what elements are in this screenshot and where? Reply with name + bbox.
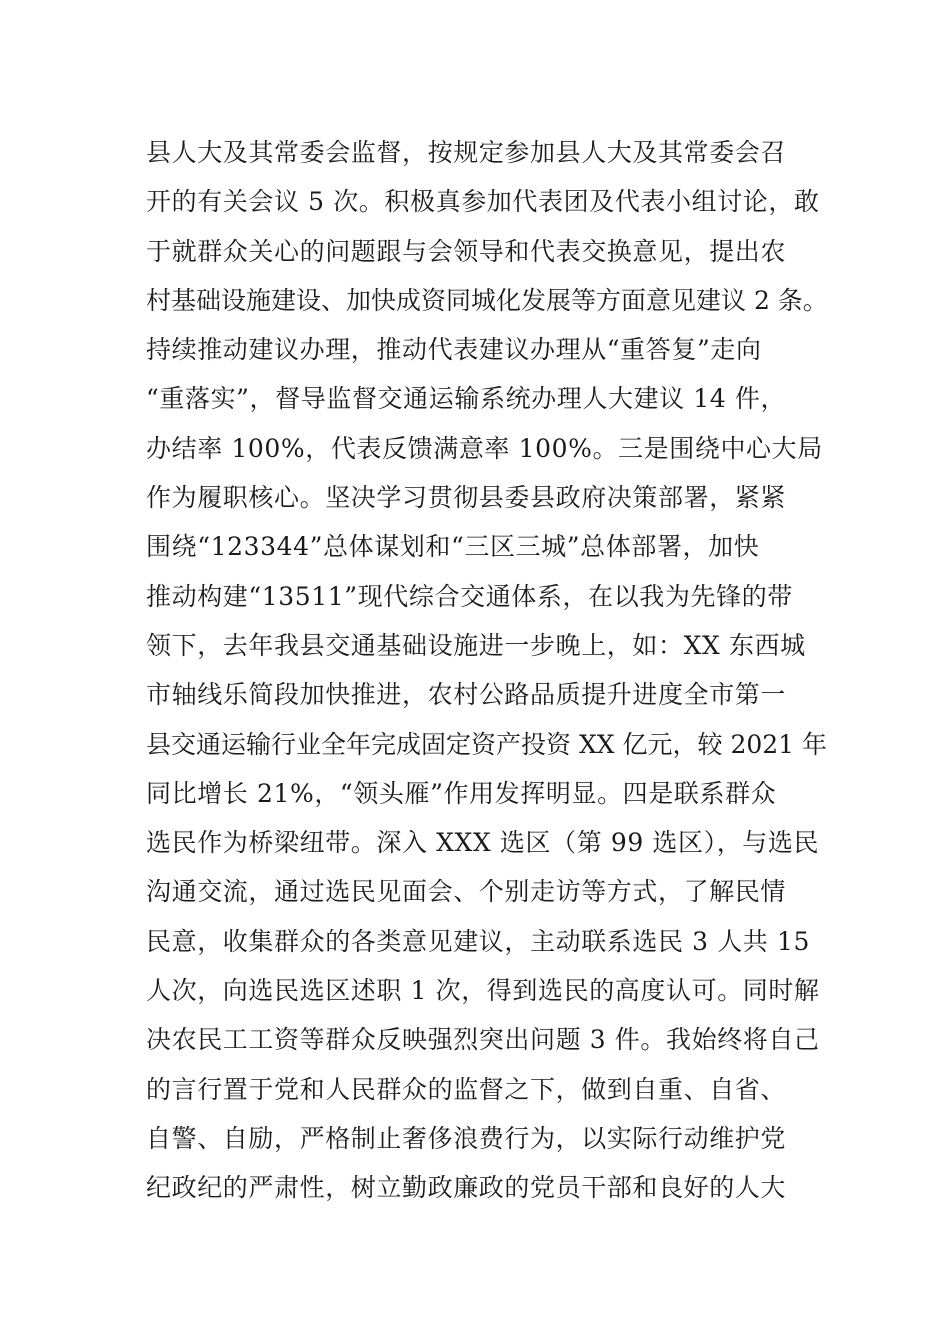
text-line: 村基础设施建设、加快成资同城化发展等方面意见建议 2 条。	[146, 285, 828, 315]
text-line: 沟通交流，通过选民见面会、个别走访等方式，了解民情	[146, 877, 787, 907]
text-line: 县人大及其常委会监督，按规定参加县人大及其常委会召	[146, 138, 787, 167]
text-line: 领下，去年我县交通基础设施进一步晚上，如：XX 东西城	[146, 630, 806, 660]
text-line: 县交通运输行业全年完成固定资产投资 XX 亿元，较 2021 年	[146, 729, 828, 759]
text-line: 选民作为桥梁纽带。深入 XXX 选区（第 99 选区），与选民	[146, 828, 820, 858]
text-line: 办结率 100%，代表反馈满意率 100%。三是围绕中心大局	[146, 433, 823, 463]
text-line: 推动构建“13511”现代综合交通体系，在以我为先锋的带	[146, 581, 793, 611]
text-line: 市轴线乐简段加快推进，农村公路品质提升进度全市第一	[146, 680, 787, 710]
text-line: “重落实”，督导监督交通运输系统办理人大建议 14 件，	[146, 384, 787, 414]
text-line: 纪政纪的严肃性，树立勤政廉政的党员干部和良好的人大	[146, 1173, 787, 1203]
text-line: 开的有关会议 5 次。积极真参加代表团及代表小组讨论，敢	[146, 187, 820, 217]
body-paragraph	[146, 128, 826, 1213]
text-line: 围绕“123344”总体谋划和“三区三城”总体部署，加快	[146, 532, 760, 562]
text-line: 持续推动建议办理，推动代表建议办理从“重答复”走向	[146, 335, 762, 365]
text-line: 于就群众关心的问题跟与会领导和代表交换意见，提出农	[146, 236, 787, 266]
text-line: 人次，向选民选区述职 1 次，得到选民的高度认可。同时解	[146, 976, 820, 1006]
text-line: 自警、自励，严格制止奢侈浪费行为，以实际行动维护党	[146, 1123, 787, 1153]
text-line: 民意，收集群众的各类意见建议，主动联系选民 3 人共 15	[146, 926, 810, 956]
text-line: 的言行置于党和人民群众的监督之下，做到自重、自省、	[146, 1074, 787, 1104]
text-line: 决农民工工资等群众反映强烈突出问题 3 件。我始终将自己	[146, 1025, 820, 1055]
text-line: 作为履职核心。坚决学习贯彻县委县政府决策部署，紧紧	[146, 483, 787, 513]
text-line: 同比增长 21%，“领头雁”作用发挥明显。四是联系群众	[146, 778, 777, 808]
